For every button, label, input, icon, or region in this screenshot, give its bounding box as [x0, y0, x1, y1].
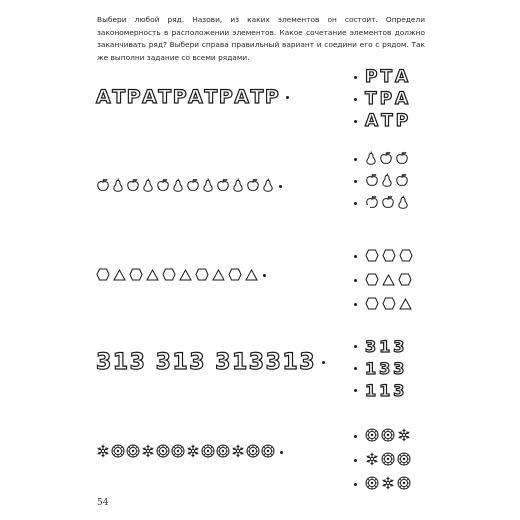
hexagon-icon — [365, 295, 379, 314]
sequence-connect-dot[interactable] — [280, 451, 283, 454]
fruit-sequence-row — [96, 177, 282, 196]
option-connect-dot[interactable] — [354, 76, 357, 79]
hexagon-icon — [228, 266, 242, 285]
wheel-icon — [111, 443, 125, 462]
snowflake-icon — [381, 475, 395, 494]
option-connect-dot[interactable] — [354, 345, 357, 348]
hexagon-icon — [382, 295, 396, 314]
snowflake-icon — [141, 443, 155, 462]
apple-icon — [365, 172, 379, 191]
hexagon-icon — [365, 271, 379, 290]
hexagon-icon — [195, 266, 209, 285]
sequence-connect-dot[interactable] — [322, 361, 325, 364]
option-connect-dot[interactable] — [354, 279, 357, 282]
pear-icon — [112, 177, 124, 196]
option-icons — [365, 427, 411, 446]
letter-sequence-row — [96, 86, 289, 108]
sequence-connect-dot[interactable] — [286, 96, 289, 99]
wheel-icon — [261, 443, 275, 462]
number-option-text: 113 — [365, 380, 408, 400]
triangle-icon — [399, 295, 412, 314]
number-option-text: 133 — [365, 358, 408, 378]
number-option[interactable] — [354, 379, 407, 401]
icon-option[interactable] — [354, 472, 411, 496]
ornament-sequence — [96, 443, 275, 462]
wheel-icon — [126, 443, 140, 462]
option-connect-dot[interactable] — [354, 158, 357, 161]
letter-option[interactable] — [354, 88, 411, 110]
number-option[interactable] — [354, 357, 407, 379]
pear-icon — [142, 177, 154, 196]
wheel-icon — [201, 443, 215, 462]
apple-icon — [156, 177, 170, 196]
hexagon-icon — [162, 266, 176, 285]
wheel-icon — [156, 443, 170, 462]
option-connect-dot[interactable] — [354, 459, 357, 462]
number-option-text: 313 — [365, 336, 408, 356]
icon-option[interactable] — [354, 424, 411, 448]
icon-option[interactable] — [354, 292, 413, 316]
letter-option-text: РТА — [365, 67, 412, 87]
option-connect-dot[interactable] — [354, 120, 357, 123]
icon-option[interactable] — [354, 448, 411, 472]
apple-icon — [395, 172, 409, 191]
icon-option[interactable] — [354, 244, 413, 268]
scan-blemish — [80, 205, 370, 239]
task-instructions: Выбери любой ряд. Назови, из каких элементов он состоит. Определи закономерность в расположении элементов. Какое сочетание элементов должно заканчивать ряд? Выбери справа правильный вариант и соедини его с рядом. Так же выполни задание со всеми рядами. — [97, 15, 425, 62]
option-connect-dot[interactable] — [354, 483, 357, 486]
option-icons — [365, 150, 409, 169]
icon-option[interactable] — [354, 148, 409, 170]
option-connect-dot[interactable] — [354, 303, 357, 306]
wheel-icon — [216, 443, 230, 462]
page-number: 54 — [97, 498, 109, 508]
number-option[interactable] — [354, 335, 407, 357]
letter-option-text: АТР — [365, 111, 412, 131]
option-icons — [365, 295, 412, 314]
number-sequence: 313 313 313313 — [96, 350, 317, 375]
letter-options — [354, 66, 411, 132]
sequence-connect-dot[interactable] — [263, 274, 266, 277]
hexagon-icon — [398, 271, 412, 290]
apple-icon — [216, 177, 230, 196]
apple-icon — [379, 150, 393, 169]
snowflake-icon — [231, 443, 245, 462]
wheel-icon — [365, 427, 379, 446]
sequence-connect-dot[interactable] — [279, 185, 282, 188]
triangle-icon — [146, 266, 159, 285]
option-connect-dot[interactable] — [354, 98, 357, 101]
pear-icon — [172, 177, 184, 196]
wheel-icon — [246, 443, 260, 462]
option-icons — [365, 172, 409, 191]
apple-icon — [395, 150, 409, 169]
option-icons — [365, 271, 412, 290]
option-connect-dot[interactable] — [354, 389, 357, 392]
option-connect-dot[interactable] — [354, 435, 357, 438]
snowflake-icon — [186, 443, 200, 462]
shape-sequence — [96, 266, 258, 285]
number-sequence-row — [96, 350, 325, 375]
letter-option[interactable] — [354, 66, 411, 88]
hexagon-icon — [382, 247, 396, 266]
fruit-sequence — [96, 177, 274, 196]
icon-option[interactable] — [354, 268, 413, 292]
pear-icon — [381, 172, 393, 191]
wheel-icon — [365, 475, 379, 494]
apple-icon — [381, 194, 395, 213]
ornament-sequence-row — [96, 443, 283, 462]
letter-option-text: ТРА — [365, 89, 412, 109]
pear-icon — [365, 150, 377, 169]
apple-icon — [186, 177, 200, 196]
wheel-icon — [171, 443, 185, 462]
snowflake-icon — [365, 451, 379, 470]
option-connect-dot[interactable] — [354, 367, 357, 370]
shape-options — [354, 244, 413, 316]
apple-icon — [126, 177, 140, 196]
triangle-icon — [179, 266, 192, 285]
hexagon-icon — [96, 266, 110, 285]
wheel-icon — [397, 475, 411, 494]
snowflake-icon — [397, 427, 411, 446]
icon-option[interactable] — [354, 170, 409, 192]
letter-sequence: АТРАТРАТРАТР — [96, 86, 281, 108]
letter-option[interactable] — [354, 110, 411, 132]
option-icons — [365, 451, 411, 470]
pear-icon — [202, 177, 214, 196]
hexagon-icon — [399, 247, 413, 266]
option-connect-dot[interactable] — [354, 180, 357, 183]
hexagon-icon — [129, 266, 143, 285]
snowflake-icon — [96, 443, 110, 462]
shape-sequence-row — [96, 266, 266, 285]
option-connect-dot[interactable] — [354, 255, 357, 258]
option-icons — [365, 247, 413, 266]
triangle-icon — [382, 271, 395, 290]
option-icons — [365, 475, 411, 494]
wheel-icon — [397, 451, 411, 470]
wheel-icon — [381, 451, 395, 470]
number-options — [354, 335, 407, 401]
ornament-options — [354, 424, 411, 496]
triangle-icon — [245, 266, 258, 285]
triangle-icon — [212, 266, 225, 285]
pear-icon — [262, 177, 274, 196]
apple-icon — [96, 177, 110, 196]
hexagon-icon — [365, 247, 379, 266]
triangle-icon — [113, 266, 126, 285]
wheel-icon — [381, 427, 395, 446]
pear-icon — [232, 177, 244, 196]
pear-icon — [397, 194, 409, 213]
option-icons — [365, 194, 409, 213]
apple-icon — [246, 177, 260, 196]
